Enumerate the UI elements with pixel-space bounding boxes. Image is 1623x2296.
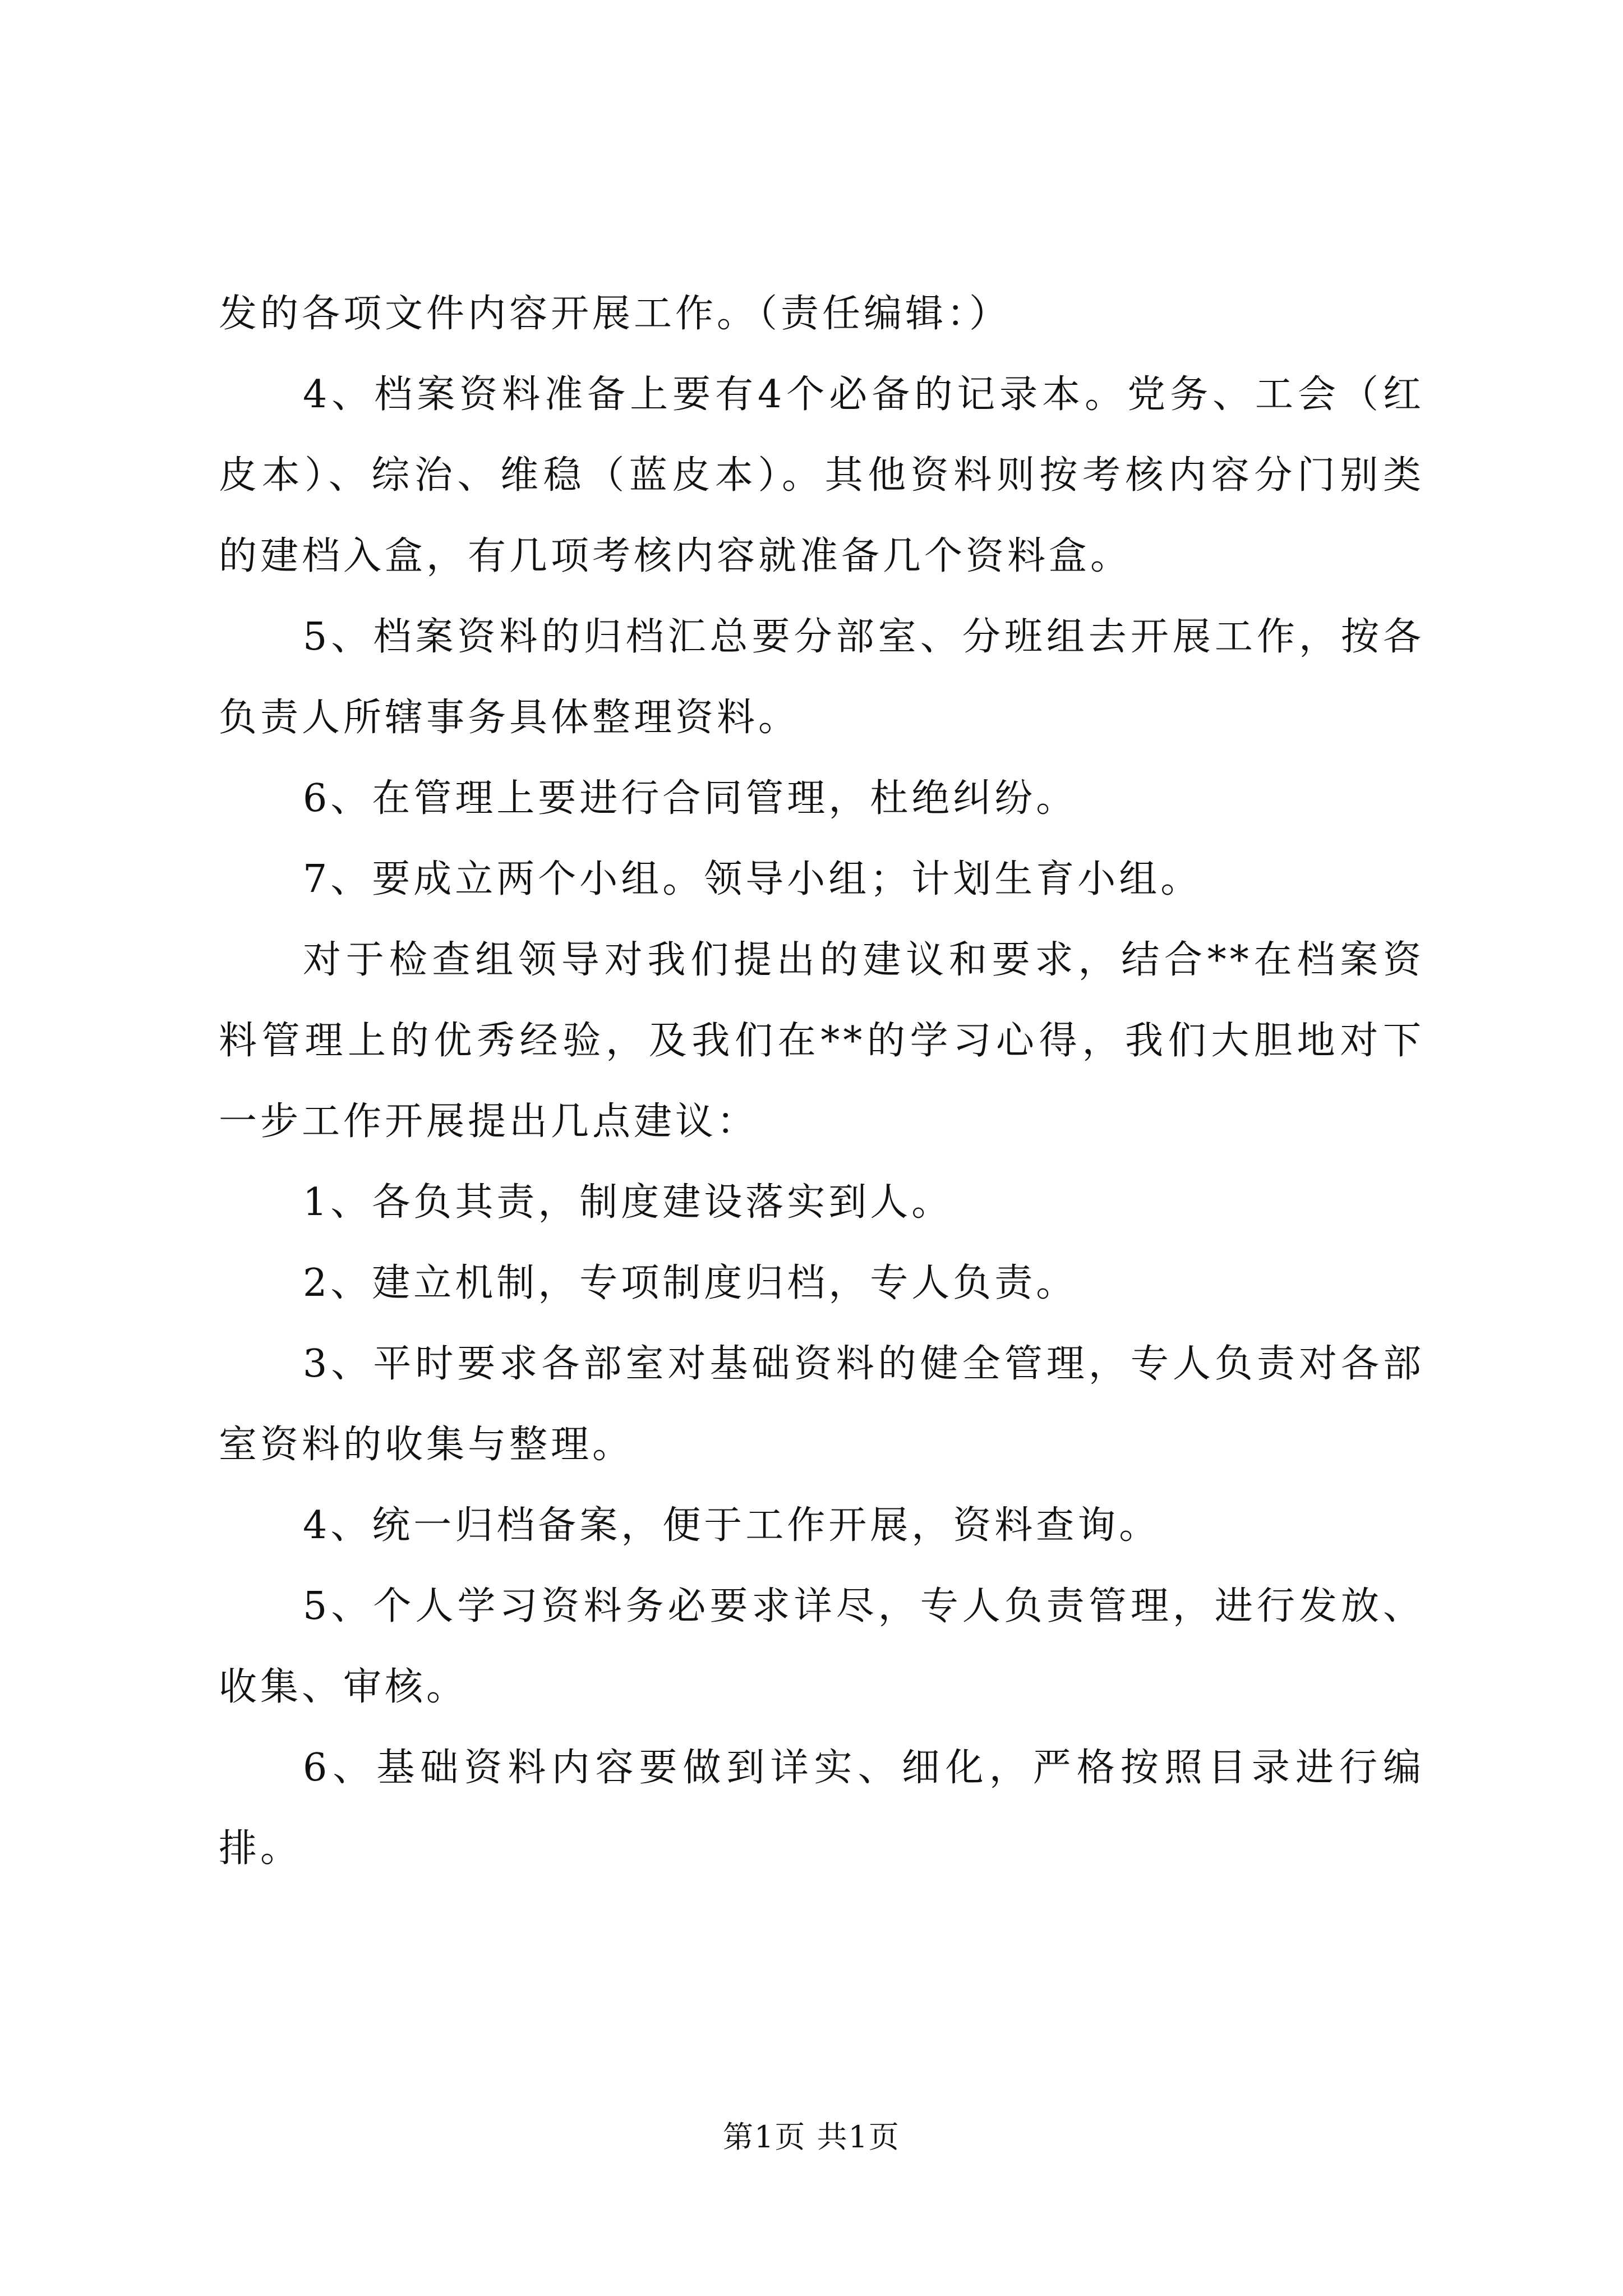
page-number-label: 第1页 共1页 [723, 2119, 900, 2155]
paragraph-item-7-groups: 7、要成立两个小组。领导小组；计划生育小组。 [303, 857, 1202, 901]
paragraph-item-6-contracts: 6、在管理上要进行合同管理，杜绝纠纷。 [303, 776, 1078, 821]
paragraph-suggestion-5: 5、个人学习资料务必要求详尽，专人负责管理，进行发放、收集、审核。 [219, 1584, 1424, 1709]
paragraph-suggestion-1: 1、各负其责，制度建设落实到人。 [303, 1180, 953, 1225]
document-body [219, 274, 1424, 1889]
paragraph-item-4-records: 4、档案资料准备上要有4个必备的记录本。党务、工会（红皮本）、综治、维稳（蓝皮本）。其他资料则按考核内容分门别类的建档入盒，有几项考核内容就准备几个资料盒。 [219, 372, 1424, 578]
paragraph-suggestion-6: 6、基础资料内容要做到详实、细化，严格按照目录进行编排。 [219, 1746, 1424, 1871]
paragraph-continuation: 发的各项文件内容开展工作。（责任编辑：） [219, 292, 1011, 336]
paragraph-suggestion-4: 4、统一归档备案，便于工作开展，资料查询。 [303, 1503, 1161, 1548]
paragraph-suggestion-2: 2、建立机制，专项制度归档，专人负责。 [303, 1261, 1078, 1305]
page-footer [0, 2115, 1623, 2160]
paragraph-suggestions-intro: 对于检查组领导对我们提出的建议和要求，结合**在档案资料管理上的优秀经验，及我们在**的学习心得，我们大胆地对下一步工作开展提出几点建议： [219, 938, 1424, 1144]
paragraph-suggestion-3: 3、平时要求各部室对基础资料的健全管理，专人负责对各部室资料的收集与整理。 [219, 1342, 1424, 1467]
paragraph-item-5-archiving: 5、档案资料的归档汇总要分部室、分班组去开展工作，按各负责人所辖事务具体整理资料。 [219, 615, 1424, 740]
